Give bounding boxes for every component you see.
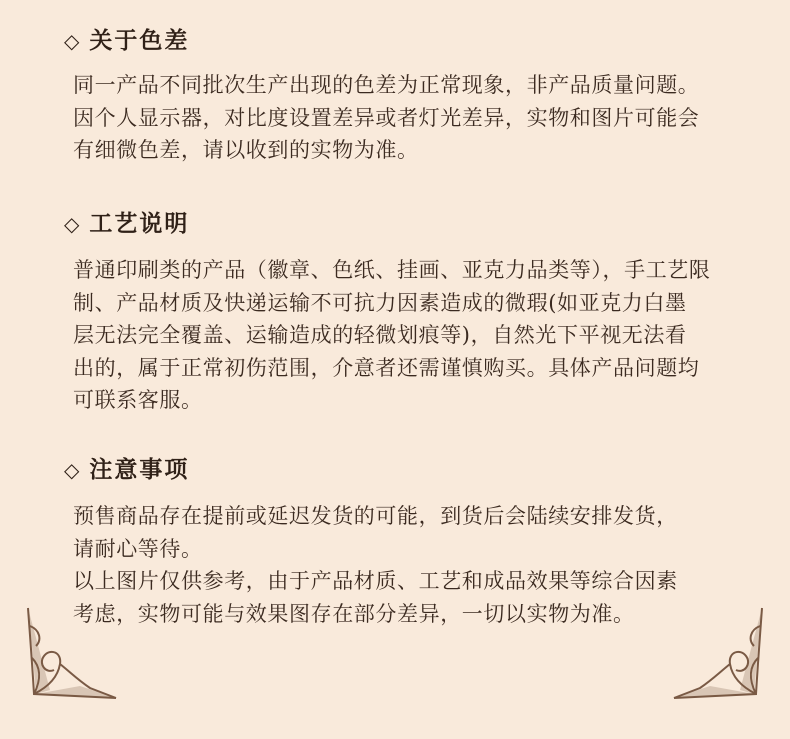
diamond-icon: ◇ bbox=[64, 212, 82, 236]
corner-ornament-right bbox=[670, 606, 770, 706]
body-line: 请耐心等待。 bbox=[73, 536, 203, 561]
section-title: 注意事项 bbox=[89, 456, 190, 483]
section-title: 关于色差 bbox=[89, 27, 190, 54]
diamond-icon: ◇ bbox=[64, 29, 82, 53]
body-line: 同一产品不同批次生产出现的色差为正常现象，非产品质量问题。 bbox=[73, 73, 700, 97]
body-line: 因个人显示器，对比度设置差异或者灯光差异，实物和图片可能会 bbox=[73, 105, 700, 130]
body-line: 考虑，实物可能与效果图存在部分差异，一切以实物为准。 bbox=[73, 601, 635, 626]
section-heading bbox=[64, 22, 189, 55]
body-line: 以上图片仅供参考，由于产品材质、工艺和成品效果等综合因素 bbox=[73, 569, 678, 593]
body-line: 有细微色差，请以收到的实物为准。 bbox=[73, 138, 419, 162]
section-title: 工艺说明 bbox=[89, 210, 190, 237]
body-line: 预售商品存在提前或延迟发货的可能，到货后会陆续安排发货， bbox=[73, 504, 678, 528]
section-body bbox=[73, 254, 733, 417]
diamond-icon: ◇ bbox=[64, 458, 82, 482]
body-line: 制、产品材质及快递运输不可抗力因素造成的微瑕(如亚克力白墨 bbox=[73, 290, 687, 315]
body-line: 可联系客服。 bbox=[73, 388, 203, 412]
section-body bbox=[73, 500, 733, 630]
section-body bbox=[73, 69, 733, 167]
body-line: 普通印刷类的产品（徽章、色纸、挂画、亚克力品类等），手工艺限 bbox=[73, 258, 711, 282]
body-line: 层无法完全覆盖、运输造成的轻微划痕等)，自然光下平视无法看 bbox=[73, 323, 687, 347]
body-line: 出的，属于正常初伤范围，介意者还需谨慎购买。具体产品问题均 bbox=[73, 355, 700, 380]
corner-ornament-left bbox=[20, 606, 120, 706]
section-heading bbox=[64, 451, 189, 484]
section-heading bbox=[64, 205, 189, 238]
